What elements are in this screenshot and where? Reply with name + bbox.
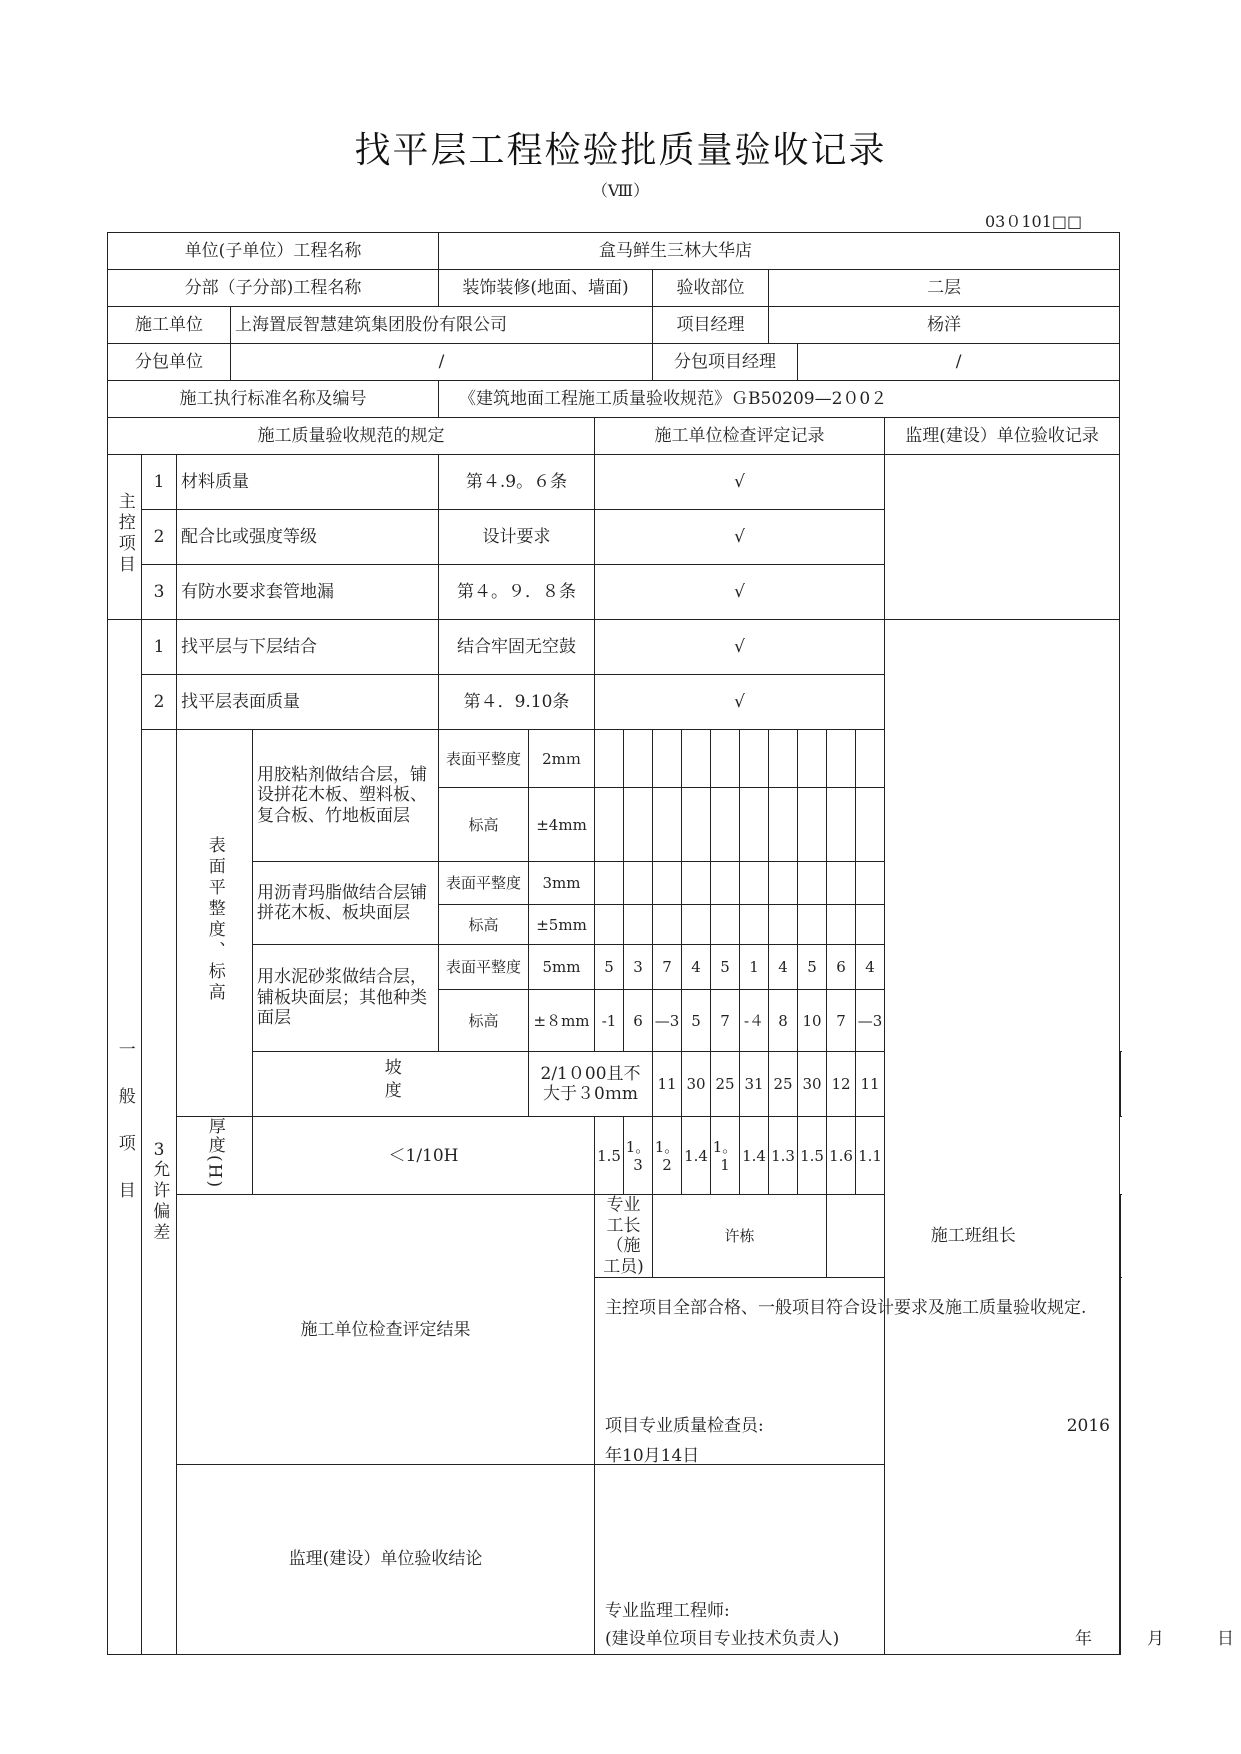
thickness-spec: ＜1/10H xyxy=(253,1117,595,1195)
supervisor-owner-label: (建设单位项目专业技术负责人) xyxy=(605,1629,840,1650)
thickness-label xyxy=(177,1117,253,1195)
value-cell xyxy=(653,730,682,788)
form-title: 找平层工程检验批质量验收记录 xyxy=(354,130,887,171)
elev-tolerance: ±８mm xyxy=(529,990,595,1052)
elev-value: 7 xyxy=(711,990,740,1052)
value-cell xyxy=(769,730,798,788)
value-cell xyxy=(595,730,624,788)
slope-label-text: 坡度 xyxy=(380,1058,401,1105)
date-year: 年 xyxy=(1075,1629,1093,1650)
value-cell xyxy=(711,788,740,862)
general-items-group xyxy=(108,620,142,1655)
value-cell xyxy=(624,788,653,862)
value-cell xyxy=(682,788,711,862)
location-label: 验收部位 xyxy=(653,270,769,307)
elev-value: —3 xyxy=(653,990,682,1052)
thickness-value: 1.5 xyxy=(595,1117,624,1195)
supervisor-result-label: 监理(建设）单位验收结论 xyxy=(177,1465,595,1655)
main-item-name: 配合比或强度等级 xyxy=(177,510,439,565)
value-cell xyxy=(827,905,856,945)
main-item-name: 有防水要求套管地漏 xyxy=(177,565,439,620)
elev-value: 8 xyxy=(769,990,798,1052)
slope-value: 11 xyxy=(856,1052,885,1117)
flatness-group-label: 表面平整度、标高 xyxy=(204,836,225,1005)
value-cell xyxy=(595,862,624,905)
contractor-result-box xyxy=(595,1278,1121,1465)
slope-value: 25 xyxy=(769,1052,798,1117)
contractor-value: 上海置辰智慧建筑集团股份有限公司 xyxy=(231,307,653,344)
elev-value: -1 xyxy=(595,990,624,1052)
layer-desc: 用水泥砂浆做结合层，铺板块面层；其他种类面层 xyxy=(253,945,439,1052)
value-cell xyxy=(740,788,769,862)
slope-value: 30 xyxy=(798,1052,827,1117)
value-cell xyxy=(653,862,682,905)
elev-value: 5 xyxy=(682,990,711,1052)
layer-desc: 用沥青玛脂做结合层铺拼花木板、板块面层 xyxy=(253,862,439,945)
column-spec: 施工质量验收规范的规定 xyxy=(108,418,595,455)
general-item-spec: 第４．9.10条 xyxy=(439,675,595,730)
flat-value: 5 xyxy=(798,945,827,990)
flat-value: 4 xyxy=(682,945,711,990)
thickness-value: 1.5 xyxy=(798,1117,827,1195)
standard-label: 施工执行标准名称及编号 xyxy=(108,381,439,418)
value-cell xyxy=(595,788,624,862)
elev-value: 10 xyxy=(798,990,827,1052)
thickness-label-text: 厚度(H) xyxy=(204,1117,225,1190)
elev-value: -４ xyxy=(740,990,769,1052)
item3-cell xyxy=(142,730,177,1655)
subcontractor-value: / xyxy=(231,344,653,381)
value-cell xyxy=(740,730,769,788)
foreman-label: 专业工长（施工员) xyxy=(595,1195,653,1278)
flat-label: 表面平整度 xyxy=(439,862,529,905)
manager-label: 项目经理 xyxy=(653,307,769,344)
contractor-label: 施工单位 xyxy=(108,307,231,344)
value-cell xyxy=(798,788,827,862)
elev-value: 7 xyxy=(827,990,856,1052)
slope-value: 11 xyxy=(653,1052,682,1117)
elev-label: 标高 xyxy=(439,788,529,862)
value-cell xyxy=(682,905,711,945)
elev-tolerance: ±5mm xyxy=(529,905,595,945)
form-code: 03０101□□ xyxy=(985,212,1083,231)
slope-value: 12 xyxy=(827,1052,856,1117)
value-cell xyxy=(769,862,798,905)
value-cell xyxy=(856,862,885,905)
elev-value: 6 xyxy=(624,990,653,1052)
contractor-result-text: 主控项目全部合格、一般项目符合设计要求及施工质量验收规定. xyxy=(605,1298,1087,1319)
inspection-table xyxy=(107,232,1235,1655)
general-item-spec: 结合牢固无空鼓 xyxy=(439,620,595,675)
item3-no: 3 xyxy=(153,1139,165,1160)
main-items-group xyxy=(108,455,142,620)
flat-tolerance: 5mm xyxy=(529,945,595,990)
value-cell xyxy=(653,905,682,945)
value-cell xyxy=(595,905,624,945)
value-cell xyxy=(624,905,653,945)
elev-label: 标高 xyxy=(439,990,529,1052)
value-cell xyxy=(827,788,856,862)
elev-value: —3 xyxy=(856,990,885,1052)
supervisor-result-box xyxy=(595,1465,1235,1655)
date-month: 月 xyxy=(1147,1629,1165,1650)
subcontractor-label: 分包单位 xyxy=(108,344,231,381)
flat-value: 1 xyxy=(740,945,769,990)
flat-tolerance: 2mｍ xyxy=(529,730,595,788)
thickness-value: 1.4 xyxy=(740,1117,769,1195)
thickness-value: 1.6 xyxy=(827,1117,856,1195)
location-value: 二层 xyxy=(769,270,1120,307)
flat-value: 5 xyxy=(595,945,624,990)
main-item-check: √ xyxy=(595,510,885,565)
value-cell xyxy=(711,730,740,788)
main-item-spec: 设计要求 xyxy=(439,510,595,565)
general-item-no: 2 xyxy=(142,675,177,730)
value-cell xyxy=(798,730,827,788)
general-item-name: 找平层表面质量 xyxy=(177,675,439,730)
main-item-name: 材料质量 xyxy=(177,455,439,510)
value-cell xyxy=(827,730,856,788)
value-cell xyxy=(711,905,740,945)
project-name-label: 单位(子单位）工程名称 xyxy=(108,233,439,270)
flatness-group xyxy=(177,730,253,1117)
main-item-spec: 第４.9。６条 xyxy=(439,455,595,510)
value-cell xyxy=(798,862,827,905)
value-cell xyxy=(769,905,798,945)
subproject-label: 分部（子分部)工程名称 xyxy=(108,270,439,307)
standard-value: 《建筑地面工程施工质量验收规范》ＧB50209—2０0２ xyxy=(439,381,1120,418)
value-cell xyxy=(827,862,856,905)
column-contractor-record: 施工单位检查评定记录 xyxy=(595,418,885,455)
thickness-value: 1.3 xyxy=(769,1117,798,1195)
value-cell xyxy=(798,905,827,945)
value-cell xyxy=(856,905,885,945)
main-item-check: √ xyxy=(595,565,885,620)
value-cell xyxy=(856,788,885,862)
supervisor-engineer-label: 专业监理工程师: xyxy=(605,1601,730,1622)
slope-value: 31 xyxy=(740,1052,769,1117)
flat-value: 3 xyxy=(624,945,653,990)
general-item-name: 找平层与下层结合 xyxy=(177,620,439,675)
sub-manager-label: 分包项目经理 xyxy=(653,344,798,381)
thickness-value: 1。3 xyxy=(624,1117,653,1195)
main-item-no: 1 xyxy=(142,455,177,510)
foreman-value: 许栋 xyxy=(653,1195,827,1278)
contractor-result-label: 施工单位检查评定结果 xyxy=(177,1195,595,1465)
main-items-group-label: 主控项目 xyxy=(114,492,135,577)
layer-desc: 用胶粘剂做结合层，铺设拼花木板、塑料板、复合板、竹地板面层 xyxy=(253,730,439,862)
slope-label xyxy=(253,1052,529,1117)
value-cell xyxy=(682,730,711,788)
manager-value: 杨洋 xyxy=(769,307,1120,344)
general-items-group-label: 一般项目 xyxy=(114,1040,135,1229)
sub-manager-value: / xyxy=(798,344,1120,381)
flat-label: 表面平整度 xyxy=(439,730,529,788)
form-subtitle: （Ⅷ） xyxy=(591,181,650,200)
item3-label: 允许偏差 xyxy=(149,1160,170,1245)
date-day: 日 xyxy=(1217,1629,1235,1650)
slope-spec: 2/1０00且不大于３0ｍm xyxy=(529,1052,653,1117)
flat-value: 7 xyxy=(653,945,682,990)
slope-value: 30 xyxy=(682,1052,711,1117)
general-item-check: √ xyxy=(595,675,885,730)
slope-value: 25 xyxy=(711,1052,740,1117)
flat-value: 5 xyxy=(711,945,740,990)
flat-value: 6 xyxy=(827,945,856,990)
thickness-value: 1.4 xyxy=(682,1117,711,1195)
elev-tolerance: ±4mm xyxy=(529,788,595,862)
main-item-no: 2 xyxy=(142,510,177,565)
flat-value: 4 xyxy=(769,945,798,990)
value-cell xyxy=(740,862,769,905)
value-cell xyxy=(682,862,711,905)
value-cell xyxy=(711,862,740,905)
value-cell xyxy=(653,788,682,862)
column-supervisor-record: 监理(建设）单位验收记录 xyxy=(885,418,1120,455)
value-cell xyxy=(769,788,798,862)
main-items-supervisor-record xyxy=(885,455,1120,620)
elev-label: 标高 xyxy=(439,905,529,945)
inspector-year: 2016 xyxy=(1066,1416,1110,1437)
thickness-value: 1.1 xyxy=(856,1117,885,1195)
main-item-check: √ xyxy=(595,455,885,510)
thickness-value: 1。2 xyxy=(653,1117,682,1195)
thickness-value: 1。1 xyxy=(711,1117,740,1195)
main-item-no: 3 xyxy=(142,565,177,620)
team-leader-label: 施工班组长 xyxy=(827,1195,1121,1278)
subproject-value: 装饰装修(地面、墙面) xyxy=(439,270,653,307)
flat-value: 4 xyxy=(856,945,885,990)
general-item-no: 1 xyxy=(142,620,177,675)
inspector-label: 项目专业质量检查员: xyxy=(605,1416,764,1437)
inspector-date: 年10月14日 xyxy=(605,1446,700,1467)
value-cell xyxy=(740,905,769,945)
general-item-check: √ xyxy=(595,620,885,675)
flat-tolerance: 3mm xyxy=(529,862,595,905)
value-cell xyxy=(856,730,885,788)
value-cell xyxy=(624,730,653,788)
value-cell xyxy=(624,862,653,905)
main-item-spec: 第４。９．８条 xyxy=(439,565,595,620)
flat-label: 表面平整度 xyxy=(439,945,529,990)
project-name-value: 盒马鲜生三林大华店 xyxy=(439,233,1120,270)
